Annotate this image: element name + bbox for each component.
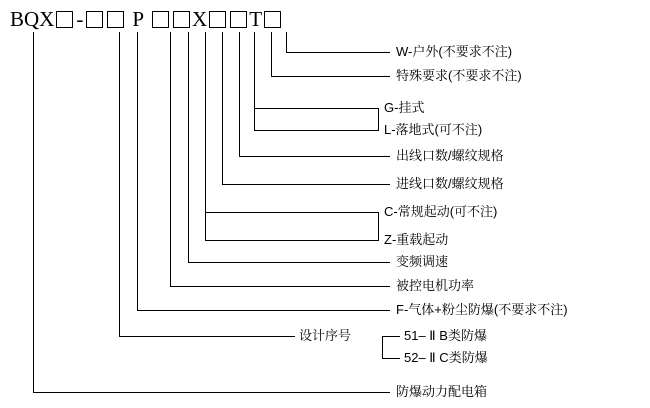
leader-vline-2 [271,32,272,76]
leader-hline-13 [382,336,400,337]
code-dash: - [76,7,84,31]
label-outdoor: W-户外(不要求不注) [396,44,513,59]
leader-hline-6 [222,184,390,185]
leader-vline-5 [239,32,240,156]
label-inlet-count-thread: 进线口数/螺纹规格 [396,176,504,191]
model-code-prefix: BQX [10,7,55,31]
leader-vline-11 [137,32,138,310]
leader-hline-2 [271,76,390,77]
code-box-3 [107,11,124,28]
label-outlet-count-thread: 出线口数/螺纹规格 [396,148,504,163]
label-special-requirement: 特殊要求(不要求不注) [396,68,522,83]
leader-hline-9 [188,262,390,263]
label-design-serial: 设计序号 [299,328,352,343]
leader-vline-1 [286,32,287,52]
label-gas-dust-explosion-proof: F-气体+粉尘防爆(不要求不注) [396,302,568,317]
code-box-5 [173,11,190,28]
code-letter-p: P [132,7,145,31]
label-normal-start: C-常规起动(可不注) [384,204,498,219]
leader-hline-5 [239,156,390,157]
leader-hline-3-top [254,108,378,109]
leader-hline-3-bottom [254,130,378,131]
leader-hline-7-top [205,212,378,213]
bracket-vline-13 [382,336,383,359]
code-box-4 [152,11,169,28]
bracket-vline-7 [378,212,379,241]
leader-hline-15 [33,392,390,393]
code-box-2 [86,11,103,28]
leader-vline-6 [222,32,223,184]
leader-hline-10 [170,286,390,287]
code-box-7 [230,11,247,28]
code-letter-x: X [192,7,208,31]
code-letter-t: T [249,7,263,31]
label-frequency-control: 变频调速 [396,254,449,269]
leader-vline-9 [188,32,189,262]
leader-vline-10 [170,32,171,286]
label-class-2c: 52– Ⅱ C类防爆 [404,350,488,365]
bracket-vline-3 [378,108,379,131]
leader-hline-11 [137,310,390,311]
leader-vline-15 [33,32,34,392]
leader-hline-14 [382,358,400,359]
leader-hline-7-bottom [205,240,378,241]
leader-hline-12 [119,336,295,337]
code-box-6 [209,11,226,28]
leader-vline-12 [119,32,120,336]
model-code-row [10,6,283,32]
label-product-name: 防爆动力配电箱 [396,384,488,399]
leader-hline-1 [286,52,390,53]
label-class-2b: 51– Ⅱ B类防爆 [404,328,487,343]
label-motor-power: 被控电机功率 [396,278,475,293]
label-wall-mounted: G-挂式 [384,100,425,115]
code-box-1 [56,11,73,28]
leader-vline-7 [205,32,206,240]
code-box-8 [264,11,281,28]
label-floor-standing: L-落地式(可不注) [384,122,483,137]
label-heavy-start: Z-重载起动 [384,232,449,247]
leader-vline-3 [254,32,255,130]
